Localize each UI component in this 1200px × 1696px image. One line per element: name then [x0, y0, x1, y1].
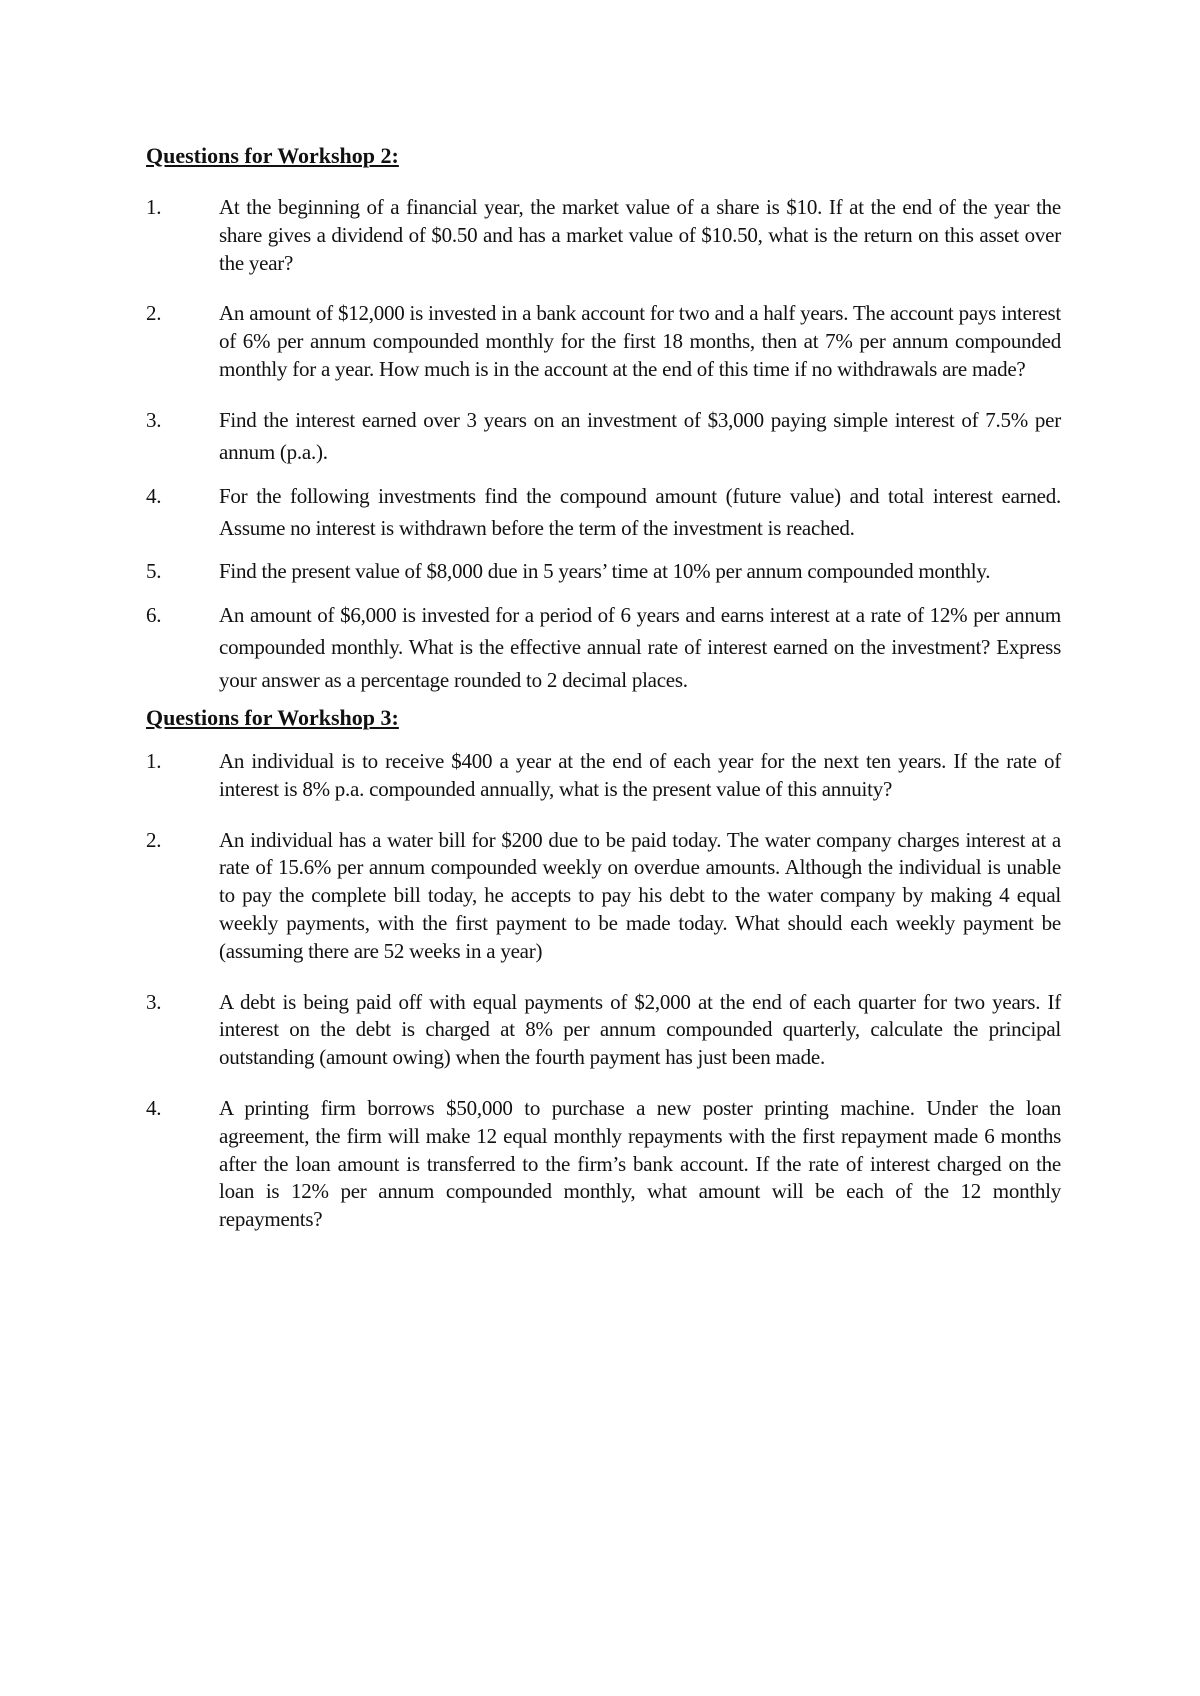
question-number: 3.	[146, 989, 162, 1014]
question-number: 6.	[146, 602, 162, 627]
question-text: For the following investments find the compound amount (future value) and total interest earned. Assume no interest is withdrawn before the term of the investment is reached.	[219, 483, 1061, 540]
workshop-2-heading: Questions for Workshop 2:	[146, 143, 399, 168]
question-item	[146, 1095, 1061, 1234]
question-number: 1.	[146, 195, 162, 219]
question-number: 2.	[146, 301, 162, 326]
question-number: 5.	[146, 559, 162, 584]
question-item	[146, 300, 1061, 383]
question-item	[146, 827, 1061, 966]
question-number: 3.	[146, 407, 162, 432]
question-number: 1.	[146, 749, 162, 774]
question-item	[146, 194, 1061, 277]
workshop-3-heading: Questions for Workshop 3:	[146, 705, 399, 731]
question-item	[146, 989, 1061, 1072]
workshop-2-section	[146, 142, 1061, 696]
question-number: 4.	[146, 483, 162, 508]
question-number: 4.	[146, 1096, 162, 1120]
question-item	[146, 599, 1061, 696]
question-number: 2.	[146, 827, 162, 852]
question-item	[146, 748, 1061, 804]
question-item	[146, 404, 1061, 469]
workshop-3-section	[146, 704, 1061, 1234]
question-item	[146, 480, 1061, 545]
question-text: A printing firm borrows $50,000 to purchase a new poster printing machine. Under the loan agreement, the firm will make 12 equal monthly repayments with the first repayment made 6 months after the loan amount is transferred to the firm’s bank account. If the rate of interest charged on the loan is 12% per annum compounded monthly, what amount will be each of the 12 monthly repayments?	[219, 1096, 1061, 1232]
question-text: An individual is to receive $400 a year at the end of each year for the next ten years. If the rate of interest is 8% p.a. compounded annually, what is the present value of this annuity?	[219, 749, 1061, 801]
question-text: An amount of $12,000 is invested in a bank account for two and a half years. The account pays interest of 6% per annum compounded monthly for the first 18 months, then at 7% per annum compounded monthly for a year. How much is in the account at the end of this time if no withdrawals are made?	[219, 301, 1061, 381]
question-item	[146, 555, 1061, 587]
question-text: An individual has a water bill for $200 due to be paid today. The water company charges interest at a rate of 15.6% per annum compounded weekly on overdue amounts. Although the individual is unable to pay the complete bill today, he accepts to pay his debt to the water company by making 4 equal weekly payments, with the first payment to be made today. What should each weekly payment be (assuming there are 52 weeks in a year)	[219, 827, 1061, 963]
question-text: Find the present value of $8,000 due in 5 years’ time at 10% per annum compounded monthly.	[219, 559, 991, 584]
question-text: At the beginning of a financial year, the market value of a share is $10. If at the end of the year the share gives a dividend of $0.50 and has a market value of $10.50, what is the return on this asset over the year?	[219, 195, 1061, 275]
question-text: A debt is being paid off with equal payments of $2,000 at the end of each quarter for two years. If interest on the debt is charged at 8% per annum compounded quarterly, calculate the principal outstanding (amount owing) when the fourth payment has just been made.	[219, 989, 1061, 1070]
document-page	[146, 142, 1061, 1234]
question-text: Find the interest earned over 3 years on an investment of $3,000 paying simple interest of 7.5% per annum (p.a.).	[219, 407, 1061, 465]
question-text: An amount of $6,000 is invested for a period of 6 years and earns interest at a rate of 12% per annum compounded monthly. What is the effective annual rate of interest earned on the investment? Express your answer as a percentage rounded to 2 decimal places.	[219, 602, 1061, 692]
